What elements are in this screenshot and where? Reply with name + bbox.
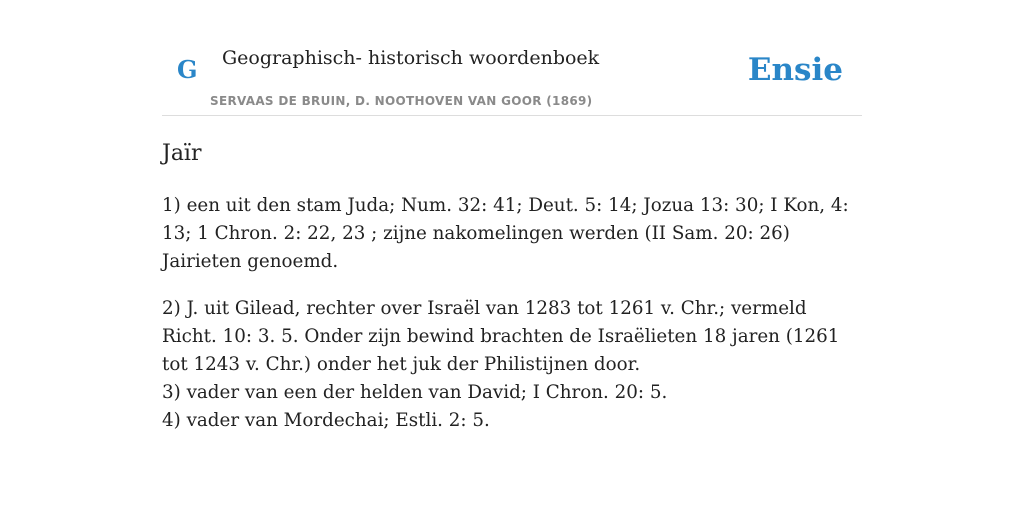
book-header: [162, 30, 862, 116]
entry-paragraph-1: 1) een uit den stam Juda; Num. 32: 41; Deut. 5: 14; Jozua 13: 30; I Kon, 4: 13; 1 Chron. 2: 22, 23 ; zijne nakomelingen werden (II Sam. 20: 26) Jairieten genoemd.: [162, 195, 849, 272]
letter-badge[interactable]: G: [177, 55, 198, 84]
entry-body: [162, 192, 862, 454]
entry-definition-2: 2) J. uit Gilead, rechter over Israël van 1283 tot 1261 v. Chr.; vermeld Richt. 10: 3. 5. Onder zijn bewind brachten de Israëlieten 18 jaren (1261 tot 1243 v. Chr.) onder het juk der Philistijnen door.: [162, 298, 840, 375]
ensie-logo[interactable]: Ensie: [747, 52, 843, 88]
book-title[interactable]: Geographisch- historisch woordenboek: [222, 47, 600, 69]
entry-definition-3: 3) vader van een der helden van David; I Chron. 20: 5.: [162, 382, 668, 403]
entry-paragraph-2: [162, 295, 862, 435]
entry-definition-4: 4) vader van Mordechai; Estli. 2: 5.: [162, 410, 490, 431]
book-author: SERVAAS DE BRUIN, D. NOOTHOVEN VAN GOOR (1869): [210, 94, 593, 108]
entry-title: Jaïr: [162, 141, 202, 166]
